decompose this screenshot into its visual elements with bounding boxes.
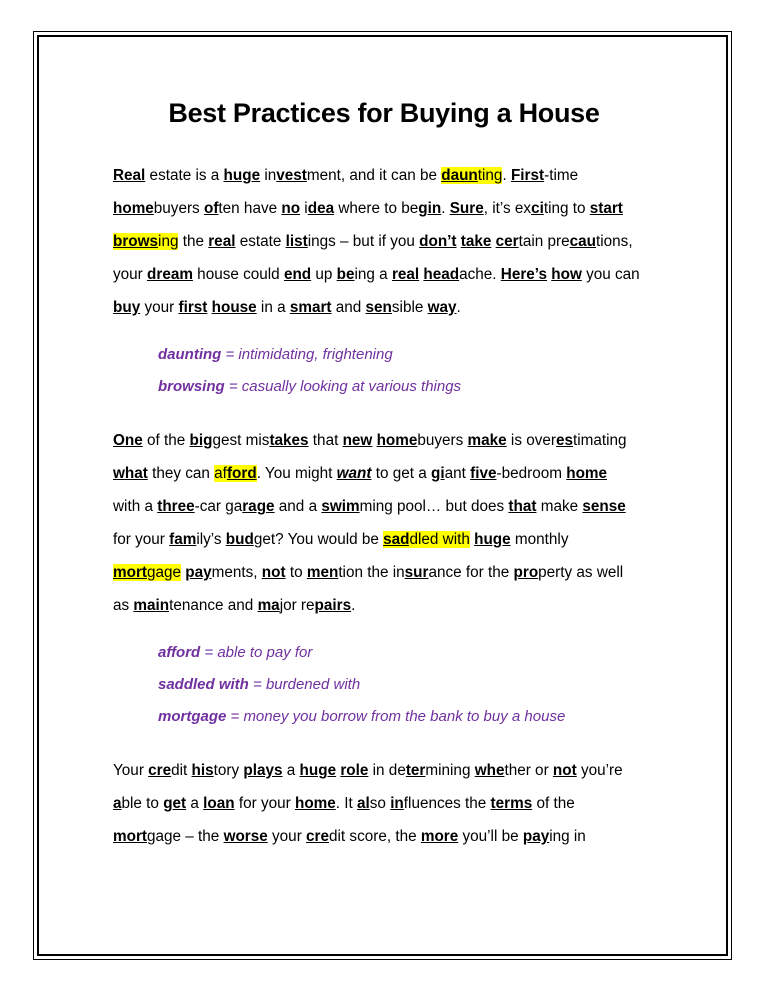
text-run: tain pre	[518, 233, 570, 250]
page-title: Best Practices for Buying a House	[168, 98, 600, 129]
emphasized-syllable: sen	[365, 299, 392, 316]
emphasized-syllable: pro	[513, 564, 539, 581]
emphasized-syllable: take	[460, 233, 492, 250]
text-line	[113, 820, 673, 853]
emphasized-syllable: three	[157, 498, 195, 515]
emphasized-syllable: don’t	[419, 233, 457, 250]
text-run: get? You would be	[253, 531, 384, 548]
emphasized-syllable: ma	[257, 597, 280, 614]
emphasized-syllable: get	[163, 795, 187, 812]
emphasized-syllable: start	[589, 200, 623, 217]
emphasized-syllable: sur	[404, 564, 429, 581]
emphasized-syllable: huge	[223, 167, 261, 184]
text-run: . It	[335, 795, 358, 812]
text-run: in	[260, 167, 277, 184]
emphasized-syllable: One	[113, 432, 143, 449]
emphasized-syllable: pay	[185, 564, 212, 581]
emphasized-syllable: how	[551, 266, 582, 283]
text-run: tenance and	[169, 597, 258, 614]
text-line	[113, 787, 673, 820]
text-run: in a	[256, 299, 290, 316]
emphasized-syllable: brows	[113, 233, 159, 250]
text-line	[113, 424, 673, 457]
paragraph	[113, 424, 673, 622]
text-run: , it’s ex	[483, 200, 532, 217]
emphasized-syllable: bud	[225, 531, 254, 548]
text-run: your	[140, 299, 179, 316]
text-line	[113, 490, 673, 523]
emphasized-syllable: fam	[169, 531, 197, 548]
glossary	[158, 339, 673, 403]
text-run: you can	[581, 266, 640, 283]
paragraph	[113, 159, 673, 324]
emphasized-syllable: more	[420, 828, 459, 845]
text-run: ing a	[354, 266, 392, 283]
emphasized-syllable: real	[391, 266, 420, 283]
text-run: .	[456, 299, 461, 316]
emphasized-syllable: new	[342, 432, 373, 449]
emphasized-syllable: terms	[490, 795, 533, 812]
emphasized-syllable: list	[285, 233, 308, 250]
text-line	[113, 589, 673, 622]
text-run: estate	[235, 233, 286, 250]
emphasized-syllable: swim	[321, 498, 360, 515]
text-line	[113, 523, 673, 556]
glossary-definition: = money you borrow from the bank to buy a house	[226, 708, 566, 725]
emphasized-syllable: Here’s	[500, 266, 547, 283]
emphasized-syllable: ci	[531, 200, 544, 217]
text-run: ant	[444, 465, 471, 482]
emphasized-syllable: es	[555, 432, 573, 449]
text-run: jor re	[279, 597, 315, 614]
emphasized-syllable: ford	[226, 465, 257, 482]
emphasized-syllable: home	[294, 795, 336, 812]
text-run: -bedroom	[496, 465, 567, 482]
document-body	[113, 159, 673, 853]
emphasized-syllable: pairs	[314, 597, 352, 614]
glossary-term: browsing	[158, 378, 225, 395]
glossary-definition: = burdened with	[248, 676, 361, 693]
emphasized-syllable: cre	[148, 762, 172, 779]
emphasized-syllable: cer	[495, 233, 519, 250]
text-run: your	[267, 828, 307, 845]
text-run: tions,	[596, 233, 633, 250]
text-run: with a	[113, 498, 158, 515]
emphasized-syllable: worse	[223, 828, 268, 845]
text-run: . You might	[256, 465, 337, 482]
emphasized-syllable: no	[281, 200, 301, 217]
emphasized-syllable: dream	[147, 266, 193, 283]
text-run: sible	[391, 299, 428, 316]
emphasized-syllable: not	[552, 762, 577, 779]
text-run: ing in	[549, 828, 586, 845]
emphasized-syllable: make	[467, 432, 507, 449]
text-line	[113, 159, 673, 192]
emphasized-syllable: what	[113, 465, 148, 482]
highlighted-text: dled with	[409, 531, 470, 548]
emphasized-syllable: plays	[243, 762, 283, 779]
text-run: timating	[573, 432, 627, 449]
emphasized-syllable: real	[208, 233, 236, 250]
text-run: perty as well	[538, 564, 624, 581]
emphasized-syllable: not	[261, 564, 286, 581]
glossary-definition: = casually looking at various things	[224, 378, 462, 395]
text-run: ments,	[211, 564, 262, 581]
text-run: you’re	[576, 762, 623, 779]
text-run: in de	[368, 762, 406, 779]
emphasized-syllable: loan	[203, 795, 235, 812]
emphasized-syllable: smart	[289, 299, 332, 316]
emphasized-syllable: cau	[569, 233, 597, 250]
emphasized-syllable: men	[306, 564, 339, 581]
emphasized-syllable: head	[423, 266, 460, 283]
emphasized-syllable: in	[390, 795, 404, 812]
text-run: dit	[171, 762, 192, 779]
text-run: your	[113, 266, 148, 283]
emphasized-syllable: big	[189, 432, 213, 449]
highlighted-text: gage	[147, 564, 182, 581]
emphasized-syllable: whe	[474, 762, 505, 779]
text-run: fluences the	[403, 795, 491, 812]
glossary-definition: = intimidating, frightening	[221, 346, 393, 363]
text-run: tory	[213, 762, 244, 779]
emphasized-syllable: role	[340, 762, 369, 779]
highlighted-text: af	[214, 465, 227, 482]
emphasized-syllable: be	[336, 266, 355, 283]
text-line	[113, 556, 673, 589]
text-run: so	[369, 795, 391, 812]
text-run: .	[441, 200, 450, 217]
text-run: ily’s	[196, 531, 226, 548]
emphasized-syllable: daun	[441, 167, 478, 184]
text-run: buyers	[153, 200, 204, 217]
paragraph	[113, 754, 673, 853]
text-run: as	[113, 597, 134, 614]
text-run: .	[502, 167, 511, 184]
text-run: gage – the	[147, 828, 224, 845]
emphasized-syllable: dea	[307, 200, 335, 217]
emphasized-syllable: home	[113, 200, 154, 217]
emphasized-syllable: pay	[522, 828, 550, 845]
text-line	[113, 192, 673, 225]
glossary-item	[158, 669, 673, 701]
text-run: mining	[425, 762, 475, 779]
emphasized-syllable: main	[133, 597, 170, 614]
emphasized-syllable: of	[203, 200, 219, 217]
emphasized-syllable: al	[357, 795, 370, 812]
emphasized-syllable: five	[470, 465, 497, 482]
text-line	[113, 457, 673, 490]
text-run: to get a	[371, 465, 432, 482]
glossary-item	[158, 371, 673, 403]
emphasized-syllable: gin	[418, 200, 442, 217]
emphasized-syllable: way	[427, 299, 457, 316]
emphasized-syllable: sense	[582, 498, 626, 515]
text-line	[113, 754, 673, 787]
emphasized-syllable: mort	[113, 828, 147, 845]
emphasized-syllable: a	[113, 795, 122, 812]
text-run: ten have	[218, 200, 282, 217]
text-run: i	[300, 200, 308, 217]
text-run: the	[178, 233, 209, 250]
glossary-definition: = able to pay for	[200, 644, 313, 661]
emphasized-syllable: Real	[113, 167, 146, 184]
emphasized-syllable: gi	[431, 465, 445, 482]
text-run: ther or	[504, 762, 553, 779]
text-run: ment, and it can be	[306, 167, 442, 184]
text-run: -car ga	[194, 498, 243, 515]
emphasized-syllable: cre	[306, 828, 330, 845]
emphasized-syllable: mort	[113, 564, 147, 581]
text-run: -time	[544, 167, 579, 184]
text-run: for your	[113, 531, 170, 548]
text-run: of the	[142, 432, 190, 449]
text-run: make	[536, 498, 583, 515]
emphasized-syllable: takes	[269, 432, 309, 449]
glossary	[158, 637, 673, 733]
glossary-item	[158, 339, 673, 371]
emphasized-syllable: first	[178, 299, 208, 316]
emphasized-syllable: huge	[299, 762, 337, 779]
glossary-item	[158, 701, 673, 733]
text-run: of the	[532, 795, 575, 812]
emphasized-syllable: rage	[242, 498, 275, 515]
emphasized-syllable: end	[283, 266, 312, 283]
emphasized-syllable: buy	[113, 299, 141, 316]
emphasized-syllable: First	[510, 167, 545, 184]
text-run: ache.	[459, 266, 501, 283]
text-run: a	[186, 795, 204, 812]
text-run: you’ll be	[458, 828, 523, 845]
emphasized-syllable: home	[376, 432, 418, 449]
text-run: buyers	[417, 432, 468, 449]
emphasized-syllable: his	[191, 762, 214, 779]
text-run: that	[308, 432, 343, 449]
text-run: for your	[234, 795, 295, 812]
text-run: they can	[147, 465, 215, 482]
highlighted-text: ting	[477, 167, 503, 184]
text-run: to	[285, 564, 307, 581]
glossary-term: saddled with	[158, 676, 249, 693]
text-line	[113, 225, 673, 258]
glossary-term: mortgage	[158, 708, 227, 725]
emphasized-syllable: that	[508, 498, 537, 515]
text-run: ting to	[543, 200, 590, 217]
text-run: .	[351, 597, 356, 614]
text-run: gest mis	[212, 432, 270, 449]
emphasized-syllable: sad	[383, 531, 410, 548]
text-run: monthly	[510, 531, 569, 548]
text-run: tion the in	[338, 564, 405, 581]
emphasized-syllable: vest	[276, 167, 307, 184]
text-run: and a	[274, 498, 322, 515]
glossary-term: daunting	[158, 346, 222, 363]
emphasized-syllable: want	[336, 465, 372, 482]
highlighted-text: ing	[158, 233, 179, 250]
emphasized-syllable: house	[211, 299, 257, 316]
emphasized-syllable: Sure	[449, 200, 484, 217]
emphasized-syllable: home	[566, 465, 608, 482]
text-run: house could	[192, 266, 284, 283]
text-run: up	[311, 266, 337, 283]
text-run: ble to	[121, 795, 164, 812]
glossary-item	[158, 637, 673, 669]
text-run: ming pool… but does	[359, 498, 509, 515]
emphasized-syllable: ter	[405, 762, 426, 779]
text-run: where to be	[334, 200, 419, 217]
text-run: ings – but if you	[307, 233, 420, 250]
text-line	[113, 291, 673, 324]
text-run: dit score, the	[329, 828, 421, 845]
text-run: is over	[506, 432, 556, 449]
emphasized-syllable: huge	[474, 531, 511, 548]
text-run: Your	[113, 762, 149, 779]
text-line	[113, 258, 673, 291]
glossary-term: afford	[158, 644, 201, 661]
text-run: estate is a	[145, 167, 224, 184]
text-run: a	[282, 762, 300, 779]
text-run: and	[331, 299, 366, 316]
text-run: ance for the	[428, 564, 514, 581]
